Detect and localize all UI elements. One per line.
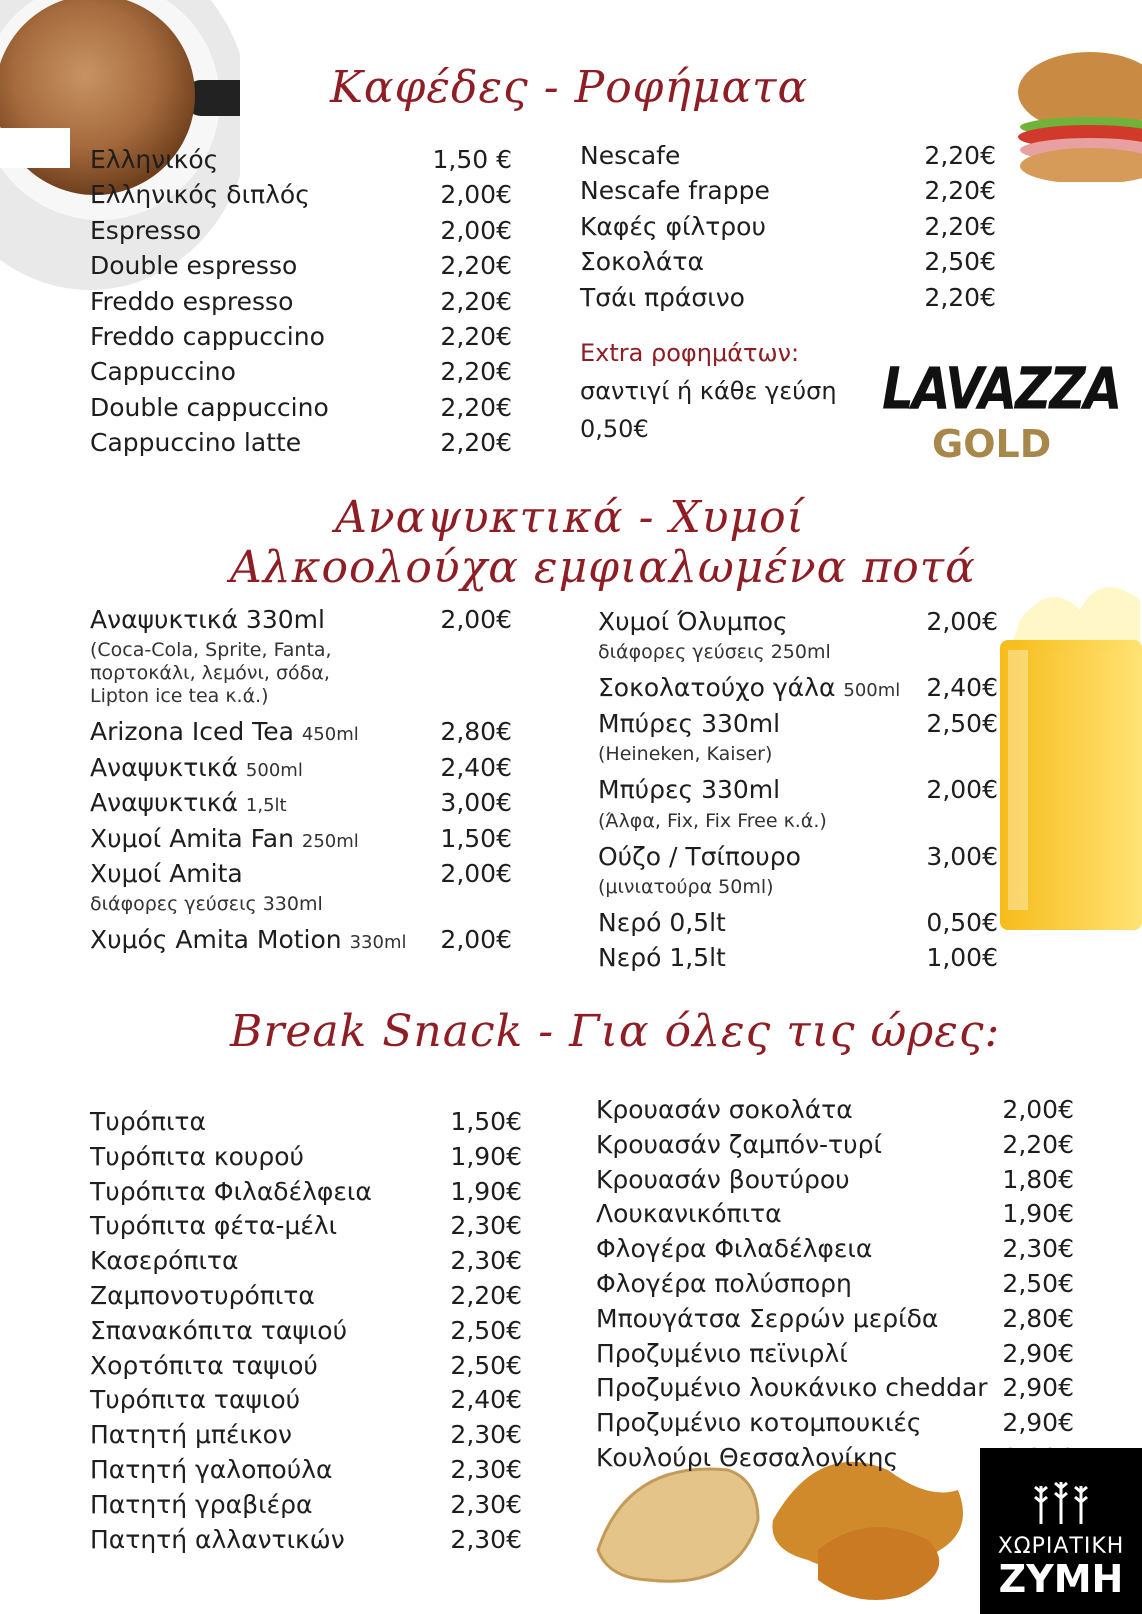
menu-item-name [90,177,310,212]
menu-item-label: Nescafe [580,141,681,170]
menu-item [596,1127,1074,1162]
menu-item-label: Ζαμπονοτυρόπιτα [90,1280,315,1310]
menu-item [90,1174,522,1209]
menu-item-name [90,1452,332,1487]
menu-item-size: 450ml [301,724,359,746]
menu-item-name [580,280,745,315]
menu-item-price: 2,20€ [440,357,512,387]
menu-item-name [596,1440,898,1475]
menu-item-price: 2,80€ [440,717,512,747]
menu-item [90,1104,522,1139]
menu-item-size: 330ml [349,932,407,954]
menu-item-name [90,1174,372,1209]
menu-item-price: 1,90€ [450,1141,522,1171]
menu-item-label: Προζυμένιο πεϊνιρλί [596,1338,848,1368]
menu-item-label: Φλογέρα πολύσπορη [596,1268,852,1298]
menu-item-label: Νερό 0,5lt [598,907,726,937]
menu-item-name [90,922,407,960]
menu-item [580,244,996,279]
extra-text: σαντιγί ή κάθε γεύση [580,377,837,405]
menu-item [90,1243,522,1278]
menu-item-name [90,425,301,460]
menu-item-label: Nescafe frappe [580,176,770,206]
menu-item-name [90,213,201,248]
menu-item [90,785,512,820]
menu-item-label: Προζυμένιο λουκάνικο cheddar [596,1373,988,1403]
menu-item-name [598,670,900,708]
menu-item-price: 2,50€ [924,247,996,277]
menu-item-label: Κρουασάν βουτύρου [596,1164,850,1194]
menu-item [90,602,512,637]
menu-item [596,1370,1074,1405]
menu-item-price: 1,50€ [440,823,512,853]
menu-item [90,390,512,425]
menu-item-price: 2,20€ [450,1280,522,1310]
menu-item-label: Double espresso [90,251,298,281]
menu-item [90,284,512,319]
menu-item-price: 2,00€ [926,607,998,636]
menu-item-price: 2,20€ [924,282,996,312]
menu-item-label: Ούζο / Τσίπουρο [598,841,801,871]
menu-item-price: 3,00€ [440,788,512,818]
menu-item-price: 2,20€ [924,176,996,206]
menu-item-name [90,1139,304,1174]
menu-item-name [90,602,325,637]
menu-item-note: διάφορες γεύσεις 250ml [598,641,831,664]
menu-item [596,1092,1074,1127]
menu-item [90,856,512,891]
lavazza-logo: LAVAZZA [882,355,1121,423]
snack-left-list [90,1104,522,1556]
menu-item [90,1417,522,1452]
menu-item [580,138,996,173]
menu-item [580,280,996,315]
menu-item-name [596,1301,938,1336]
orange-juice-glass-image [990,560,1142,940]
menu-item-name [580,209,766,244]
menu-item [90,177,512,212]
menu-item-price: 2,40€ [440,752,512,782]
menu-item [90,1313,522,1348]
menu-item-label: Freddo espresso [90,286,294,316]
menu-item-price: 3,00€ [926,841,998,871]
menu-item-price: 2,20€ [440,321,512,351]
menu-item-label: Τυρόπιτα [90,1107,206,1136]
menu-item [90,821,512,856]
menu-item-name [598,839,801,874]
menu-item-name [596,1231,872,1266]
menu-item [90,1139,522,1174]
menu-item [90,1208,522,1243]
menu-item-size: 500ml [843,680,901,702]
menu-item [90,1487,522,1522]
menu-item-name [90,714,359,752]
menu-item-price: 2,00€ [440,925,512,955]
menu-item-name [90,248,297,283]
menu-item-price: 2,20€ [440,392,512,422]
menu-item-name [90,1104,206,1139]
menu-item-name [90,1382,300,1417]
menu-item-label: Τυρόπιτα Φιλαδέλφεια [90,1176,372,1206]
menu-item-label: Κουλούρι Θεσσαλονίκης [596,1442,899,1472]
menu-item-price: 2,00€ [440,215,512,245]
menu-item-label: Μπουγάτσα Σερρών μερίδα [596,1303,939,1333]
menu-item [598,940,998,975]
menu-item [90,248,512,283]
menu-item-name [580,138,680,173]
menu-item-note: (Άλφα, Fix, Fix Free κ.ά.) [598,809,827,832]
menu-item-label: Arizona Iced Tea [90,717,294,747]
menu-item-label: Πατητή γαλοπούλα [90,1454,333,1484]
menu-item [90,425,512,460]
menu-item-label: Σοκολάτα [580,247,704,277]
menu-item-note: (μινιατούρα 50ml) [598,875,774,898]
menu-item-price: 2,00€ [926,775,998,805]
menu-item-label: Τυρόπιτα ταψιού [90,1385,301,1415]
menu-item-name [90,1522,345,1557]
menu-item-label: Double cappuccino [90,392,329,422]
bakery-logo [980,1448,1142,1614]
menu-item-price: 1,00€ [926,943,998,973]
menu-item [90,1452,522,1487]
menu-item [596,1162,1074,1197]
menu-item-price: 2,30€ [1002,1234,1074,1264]
menu-item-name [596,1405,922,1440]
menu-item-size: 500ml [245,759,303,781]
menu-item [598,706,998,741]
menu-item [90,213,512,248]
bakery-name-line1: ΧΩΡΙΑΤΙΚΗ [997,1534,1125,1559]
menu-item-price: 2,40€ [926,673,998,703]
menu-item-price: 2,30€ [450,1524,522,1554]
menu-item-name [596,1092,853,1127]
menu-item-price: 2,20€ [924,141,996,170]
menu-item-name [90,1208,337,1243]
menu-item-price: 2,30€ [450,1454,522,1484]
menu-item-price: 2,90€ [1002,1373,1074,1403]
menu-item-note: (Coca-Cola, Sprite, Fanta, πορτοκάλι, λεμόνι, σόδα, Lipton ice tea κ.ά.) [90,639,332,708]
menu-item [580,173,996,208]
menu-item-label: Χυμοί Amita [90,858,243,888]
menu-item-price: 1,50€ [450,1107,522,1136]
lavazza-gold-label: GOLD [932,422,1052,466]
menu-item-label: Cappuccino [90,357,236,387]
menu-item-price: 2,40€ [450,1385,522,1415]
menu-item-price: 2,50€ [450,1350,522,1380]
menu-item-price: 2,50€ [926,708,998,738]
menu-item [90,142,512,177]
menu-item-price: 1,90€ [450,1176,522,1206]
menu-item [90,750,512,785]
menu-item [90,1278,522,1313]
menu-item-label: Φλογέρα Φιλαδέλφεια [596,1234,873,1264]
menu-item [580,209,996,244]
menu-item-size: 250ml [301,830,359,852]
menu-item-price: 2,20€ [440,251,512,281]
menu-item-label: Νερό 1,5lt [598,943,726,973]
bakery-name-line2: ΖΥΜΗ [998,1557,1124,1601]
menu-item-label: Τυρόπιτα κουρού [90,1141,305,1171]
menu-item-price: 2,30€ [450,1489,522,1519]
menu-item-price: 1,50 € [432,145,512,174]
menu-item-price: 1,90€ [1002,1199,1074,1229]
menu-item-name [90,319,325,354]
menu-item-name [90,354,236,389]
menu-item-name [596,1127,882,1162]
sandwich-image [1010,42,1142,182]
menu-item-size: 1,5lt [245,795,287,817]
menu-item [598,670,998,705]
menu-item-name [90,856,243,891]
menu-item-label: Μπύρες 330ml [598,708,781,738]
menu-item [598,772,998,807]
menu-item [90,354,512,389]
menu-item-name [90,750,303,788]
menu-item-label: Κρουασάν ζαμπόν-τυρί [596,1129,882,1159]
menu-item [598,905,998,940]
menu-item-price: 2,00€ [440,605,512,634]
menu-item-price: 2,50€ [450,1315,522,1345]
menu-item-price: 2,00€ [1002,1095,1074,1124]
menu-item-label: Espresso [90,215,202,245]
menu-item-label: Cappuccino latte [90,428,302,458]
menu-item-name [598,905,726,940]
drinks-section-title-line1: Αναψυκτικά - Χυμοί [335,492,805,543]
menu-item-name [90,1487,312,1522]
menu-item-name [598,940,726,975]
menu-item-label: Αναψυκτικά 330ml [90,605,325,634]
drinks-left-list [90,602,512,958]
menu-item-price: 2,20€ [440,286,512,316]
menu-item-name [90,1243,238,1278]
coffee-left-list [90,142,512,461]
menu-item [90,319,512,354]
menu-item-price: 0,50€ [926,907,998,937]
menu-item-name [90,390,329,425]
wheat-icon [1026,1478,1096,1526]
menu-item-label: Ελληνικός [90,145,219,174]
menu-item [596,1405,1074,1440]
menu-item-label: Τσάι πράσινο [580,282,745,312]
menu-item [596,1266,1074,1301]
menu-item-price: 2,20€ [924,211,996,241]
menu-item-name [596,1336,848,1371]
menu-item-name [596,1162,850,1197]
menu-item-label: Σπανακόπιτα ταψιού [90,1315,348,1345]
menu-item-label: Καφές φίλτρου [580,211,766,241]
menu-item [598,839,998,874]
coffee-section-title: Καφέδες - Ροφήματα [330,62,809,113]
menu-item [596,1196,1074,1231]
menu-item-price: 2,20€ [1002,1129,1074,1159]
menu-item-price: 2,30€ [450,1420,522,1450]
menu-item [90,1348,522,1383]
menu-item-name [596,1370,988,1405]
menu-item-note: (Heineken, Kaiser) [598,743,773,766]
menu-item-label: Λουκανικόπιτα [596,1199,782,1229]
menu-item-label: Χυμοί Amita Fan [90,823,294,853]
menu-item-price: 1,80€ [1002,1164,1074,1194]
menu-item [90,714,512,749]
menu-item [90,1522,522,1557]
menu-item-label: Πατητή αλλαντικών [90,1524,345,1554]
menu-item-label: Κρουασάν σοκολάτα [596,1095,853,1124]
menu-item-note: διάφορες γεύσεις 330ml [90,893,323,916]
menu-item-name [580,173,770,208]
menu-item-name [90,142,218,177]
menu-item-name [598,772,780,807]
menu-item [90,922,512,957]
menu-item-name [90,1278,315,1313]
menu-item-price: 2,90€ [1002,1408,1074,1438]
menu-item-label: Κασερόπιτα [90,1246,239,1276]
menu-item-name [580,244,704,279]
menu-item-price: 2,00€ [440,180,512,210]
menu-item-price: 2,20€ [440,428,512,458]
menu-item-label: Σοκολατούχο γάλα [598,673,836,703]
menu-item [90,1382,522,1417]
snack-section-title: Break Snack - Για όλες τις ώρες: [230,1006,1001,1057]
menu-item-name [598,604,788,639]
menu-item-name [90,1313,347,1348]
drinks-right-list [598,604,998,976]
menu-item-price: 2,90€ [1002,1338,1074,1368]
menu-item-label: Χορτόπιτα ταψιού [90,1350,318,1380]
menu-item-price: 2,00€ [440,858,512,888]
menu-item-label: Χυμοί Όλυμπος [598,607,788,636]
menu-item-label: Ελληνικός διπλός [90,180,310,210]
menu-item-price: 2,50€ [1002,1268,1074,1298]
menu-item-price: 2,80€ [1002,1303,1074,1333]
menu-item-name [90,785,287,823]
menu-item [598,604,998,639]
menu-item-name [596,1266,852,1301]
menu-item-price: 2,30€ [450,1246,522,1276]
menu-item [596,1336,1074,1371]
drinks-section-title-line2: Αλκοολούχα εμφιαλωμένα ποτά [230,542,976,593]
menu-item-label: Προζυμένιο κοτομπουκιές [596,1408,922,1438]
menu-item-name [598,706,780,741]
menu-item-name [90,1348,318,1383]
menu-item-name [90,821,359,859]
menu-item-label: Πατητή μπέικον [90,1420,292,1450]
menu-item-name [596,1196,782,1231]
menu-item [596,1231,1074,1266]
menu-item-name [90,1417,292,1452]
menu-item [596,1301,1074,1336]
menu-item-label: Freddo cappuccino [90,321,325,351]
coffee-right-list [580,138,996,315]
menu-item-label: Μπύρες 330ml [598,775,781,805]
extra-price: 0,50€ [580,415,649,443]
menu-item-price: 2,30€ [450,1211,522,1241]
menu-item-name [90,284,293,319]
menu-item-label: Χυμός Amita Motion [90,925,342,955]
menu-item-label: Πατητή γραβιέρα [90,1489,313,1519]
menu-item-label: Αναψυκτικά [90,752,238,782]
extra-label: Extra ροφημάτων: [580,339,800,367]
menu-item-label: Τυρόπιτα φέτα-μέλι [90,1211,338,1241]
snack-right-list [596,1092,1074,1475]
menu-item-label: Αναψυκτικά [90,788,238,818]
